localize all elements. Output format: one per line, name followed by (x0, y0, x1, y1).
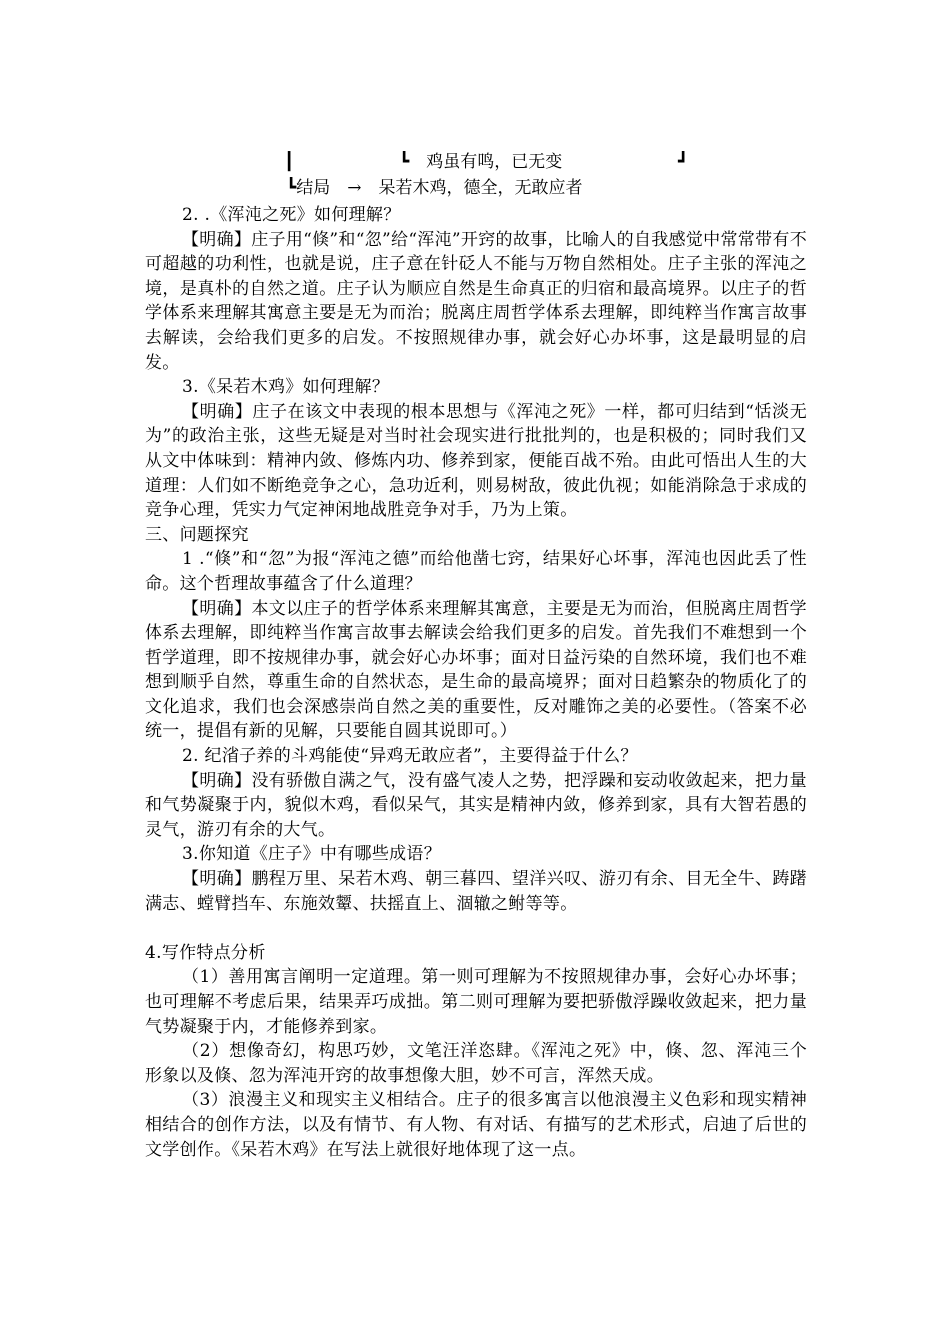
writing-feature-1: （1）善用寓言阐明一定道理。第一则可理解为不按照规律办事，会好心办坏事；也可理解不考虑后果，结果弄巧成拙。第二则可理解为要把骄傲浮躁收敛起来，把力量气势凝聚于内，才能修养到家。 (145, 967, 807, 1037)
paragraph-spacer (145, 916, 807, 941)
writing-feature-3: （3）浪漫主义和现实主义相结合。庄子的很多寓言以他浪漫主义色彩和现实精神相结合的创作方法，以及有情节、有人物、有对话、有描写的艺术形式，启迪了后世的文学创作。《呆若木鸡》在写法上就很好地体现了这一点。 (145, 1090, 807, 1160)
diagram-line-2: ┗结局 → 呆若木鸡，德全，无敢应者 (286, 178, 583, 198)
answer-3-paragraph: 【明确】庄子在该文中表现的根本思想与《浑沌之死》一样，都可归结到“恬淡无为”的政治主张，这些无疑是对当时社会现实进行批批判的，也是积极的；同时我们又从文中体味到：精神内敛、修炼内功、修养到家，便能百战不殆。由此可悟出人生的大道理：人们如不断绝竞争之心，急功近利，则易树敌，彼此仇视；如能消除急于求成的竞争心理，凭实力气定神闲地战胜竞争对手，乃为上策。 (145, 401, 807, 521)
section-heading-problem-inquiry: 三、问题探究 (145, 524, 249, 545)
question-3-heading: 3.《呆若木鸡》如何理解？ (182, 377, 390, 398)
diagram-bracket-right: ┛ (678, 152, 689, 172)
inquiry-question-2: 2. 纪渻子养的斗鸡能使“异鸡无敢应者”，主要得益于什么？ (182, 746, 638, 767)
diagram-bracket-left: ┃ (284, 152, 295, 172)
inquiry-answer-2: 【明确】没有骄傲自满之气，没有盛气凌人之势，把浮躁和妄动收敛起来，把力量和气势凝聚于内，貌似木鸡，看似呆气，其实是精神内敛，修养到家，具有大智若愚的灵气，游刃有余的大气。 (145, 770, 807, 840)
inquiry-question-1: 1 .“倏”和“忽”为报“浑沌之德”而给他凿七窍，结果好心坏事，浑沌也因此丢了性命。这个哲理故事蕴含了什么道理？ (145, 549, 807, 594)
writing-feature-2: （2）想像奇幻，构思巧妙，文笔汪洋恣肆。《浑沌之死》中，倏、忽、浑沌三个形象以及倏、忽为浑沌开窍的故事想像大胆，妙不可言，浑然天成。 (145, 1041, 807, 1086)
section-heading-writing-features: 4.写作特点分析 (145, 942, 266, 963)
answer-2-paragraph: 【明确】庄子用“倏”和“忽”给“浑沌”开窍的故事，比喻人的自我感觉中常常带有不可超越的功利性，也就是说，庄子意在针砭人不能与万物自然相处。庄子主张的浑沌之境，是真朴的自然之道。庄子认为顺应自然是生命真正的归宿和最高境界。以庄子的哲学体系来理解其寓意主要是无为而治；脱离庄周哲学体系去理解，即纯粹当作寓言故事去解读，会给我们更多的启发。不按照规律办事，就会好心办坏事，这是最明显的启发。 (145, 229, 807, 373)
document-body (145, 203, 807, 1162)
question-2-heading: 2. .《浑沌之死》如何理解？ (182, 205, 401, 225)
diagram-line-1: ┗ 鸡虽有鸣，已无变 (399, 152, 563, 172)
inquiry-question-3: 3.你知道《庄子》中有哪些成语？ (182, 844, 442, 865)
inquiry-answer-1: 【明确】本文以庄子的哲学体系来理解其寓意，主要是无为而治，但脱离庄周哲学体系去理解，即纯粹当作寓言故事去解读会给我们更多的启发。首先我们不难想到一个哲学道理，即不按规律办事，就会好心办坏事；面对日益污染的自然环境，我们也不难想到顺乎自然，尊重生命的自然状态，是生命的最高境界；面对日趋繁杂的物质化了的文化追求，我们也会深感崇尚自然之美的重要性，反对雕饰之美的必要性。（答案不必统一，提倡有新的见解，只要能自圆其说即可。） (145, 598, 807, 742)
inquiry-answer-3: 【明确】鹏程万里、呆若木鸡、朝三暮四、望洋兴叹、游刃有余、目无全牛、踌躇满志、螳臂挡车、东施效颦、扶摇直上、涸辙之鲋等等。 (145, 869, 807, 914)
